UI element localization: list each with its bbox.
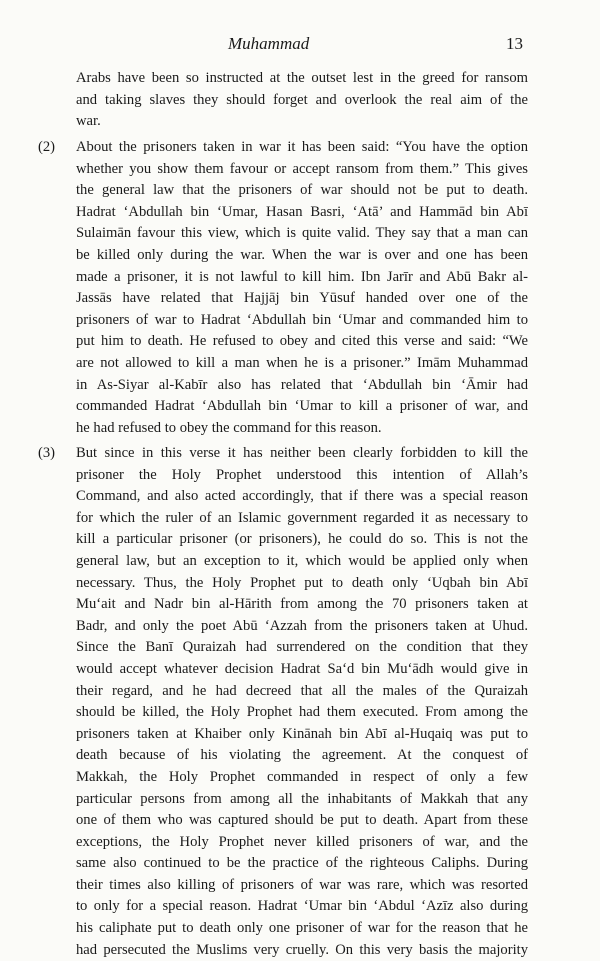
text-line: put him to death. He refused to obey and cited this verse and said: “We [76,333,528,350]
text-line: Mu‘ait and Nadr bin al-Hārith from among the 70 prisoners taken at [76,596,528,613]
text-line: his caliphate put to death only one prisoner of war for the reason that he [76,920,528,937]
text-line: to only for a special reason. Hadrat ‘Umar bin ‘Abdul ‘Azīz also during [76,898,528,915]
text-line: Jassās have related that Hajjāj bin Yūsuf handed over one of the [76,290,528,307]
text-line: exceptions, the Holy Prophet never killed prisoners of war, and the [76,833,528,850]
text-line: About the prisoners taken in war it has been said: “You have the option [76,139,528,155]
text-line: would accept whatever decision Hadrat Sa‘d bin Mu‘ādh would give in [76,660,528,677]
text-line: general law, but an exception to it, which would be applied only when [76,552,528,569]
text-line: and taking slaves they should forget and overlook the real aim of the [76,91,528,108]
text-line: prisoners of war to Hadrat ‘Abdullah bin ‘Umar and commanded him to [76,311,528,328]
running-header [0,34,600,58]
text-line: he had refused to obey the command for this reason. [76,419,382,436]
text-line: for which the ruler of an Islamic government regarded it as necessary to [76,509,528,526]
text-line: commanded Hadrat ‘Abdullah bin ‘Umar to kill a prisoner of war, and [76,398,528,415]
text-line: Arabs have been so instructed at the outset lest in the greed for ransom [76,70,528,86]
header-title: Muhammad [228,34,310,53]
text-line: should be killed, the Holy Prophet had them executed. From among the [76,704,528,721]
paragraph-number: (2) [38,139,56,155]
text-line: Hadrat ‘Abdullah bin ‘Umar, Hasan Basri, ‘Atā’ and Hammād bin Abī [76,203,528,220]
text-line: same also continued to be the practice of the righteous Caliphs. During [76,855,528,872]
text-line: be killed only during the war. When the war is over and one has been [76,246,528,263]
text-line: had persecuted the Muslims very cruelly. On this very basis the majority [76,941,528,958]
paragraph-3 [76,443,528,961]
text-line: whether you show them favour or accept ransom from them.” This gives [76,160,528,177]
text-line: Since the Banī Quraizah had surrendered on the condition that they [76,639,528,656]
text-line: Sulaimān favour this view, which is quite valid. They say that a man can [76,225,528,242]
text-line: necessary. Thus, the Holy Prophet put to death only ‘Uqbah bin Abī [76,574,528,591]
text-line: one of them who was captured should be put to death. Apart from these [76,812,528,829]
text-line: made a prisoner, it is not lawful to kill him. Ibn Jarīr and Abū Bakr al- [76,268,528,285]
text-line: death because of his violating the agreement. At the conquest of [76,747,528,764]
text-line: are not allowed to kill a man when he is a prisoner.” Imām Muhammad [76,354,528,371]
text-line: prisoner the Holy Prophet understood this intention of Allah’s [76,466,528,483]
paragraph-1 [76,68,528,133]
paragraph-number: (3) [38,445,56,461]
text-line: the general law that the prisoners of war should not be put to death. [76,182,528,199]
paragraph-2 [76,137,528,439]
text-line: But since in this verse it has neither been clearly forbidden to kill the [76,445,528,461]
text-line: in As-Siyar al-Kabīr also has related that ‘Abdullah bin ‘Āmir had [76,376,528,393]
text-line: their regard, and he had decreed that all the males of the Quraizah [76,682,528,699]
page-number: 13 [506,34,523,53]
text-line: prisoners taken at Khaiber only Kinānah bin Abī al-Huqaiq was put to [76,725,528,742]
text-line: Command, and also acted accordingly, that if there was a special reason [76,488,528,505]
text-line: Makkah, the Holy Prophet commanded in respect of only a few [76,768,528,785]
text-line: war. [76,113,101,130]
text-line: kill a particular prisoner (or prisoners), he could do so. This is not the [76,531,528,548]
text-line: particular persons from among all the inhabitants of Makkah that any [76,790,528,807]
text-line: Badr, and only the poet Abū ‘Azzah from the prisoners taken at Uhud. [76,617,528,634]
text-line: their times also killing of prisoners of war was rare, which was resorted [76,876,528,893]
